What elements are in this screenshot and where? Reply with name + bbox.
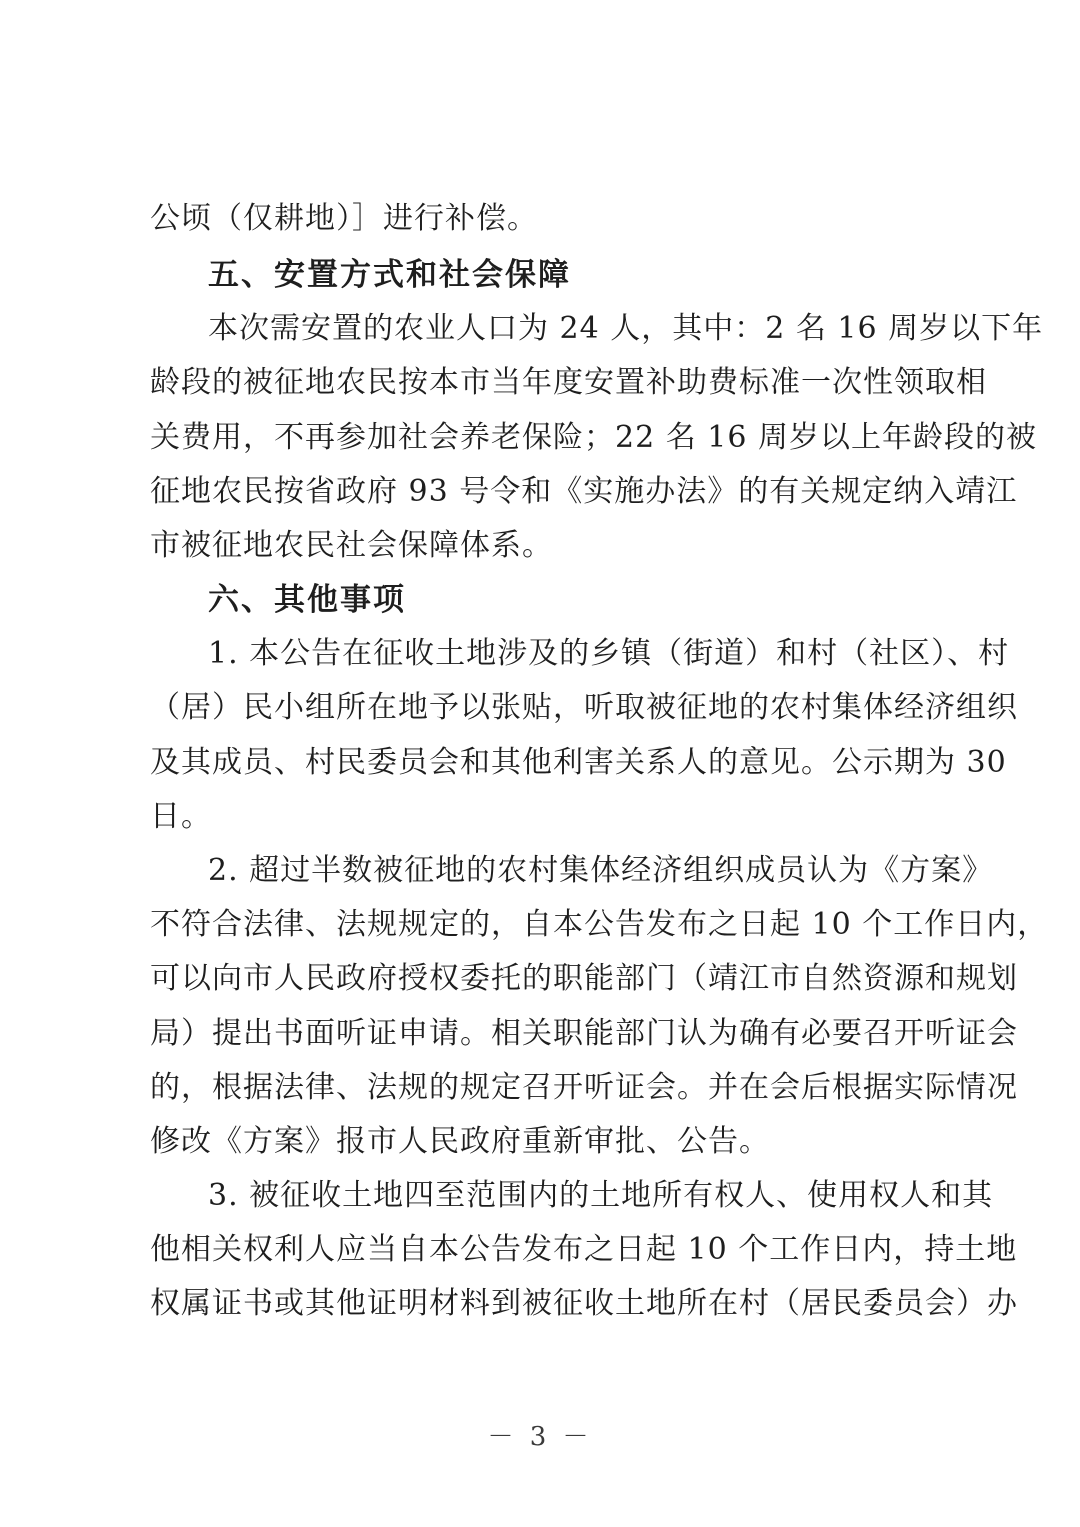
page-number: － 3 － [487,1422,593,1452]
item-1-line: 日。 [150,799,212,834]
item-1-line: （居）民小组所在地予以张贴，听取被征地的农村集体经济组织 [150,690,1018,725]
item-2-line: 2. 超过半数被征地的农村集体经济组织成员认为《方案》 [208,853,994,888]
item-3-line: 他相关权利人应当自本公告发布之日起 10 个工作日内，持土地 [150,1232,1018,1267]
item-2-line: 的，根据法律、法规的规定召开听证会。并在会后根据实际情况 [150,1070,1018,1105]
item-2-line: 可以向市人民政府授权委托的职能部门（靖江市自然资源和规划 [150,961,1018,996]
section-5-paragraph-line: 市被征地农民社会保障体系。 [150,528,553,563]
section-5-paragraph-line: 龄段的被征地农民按本市当年度安置补助费标准一次性领取相 [150,365,987,400]
section-5-paragraph-line: 征地农民按省政府 93 号令和《实施办法》的有关规定纳入靖江 [150,474,1018,509]
section-5-paragraph-line: 关费用，不再参加社会养老保险；22 名 16 周岁以上年龄段的被 [150,420,1037,455]
section-6-heading: 六、其他事项 [208,582,406,618]
item-1-line: 1. 本公告在征收土地涉及的乡镇（街道）和村（社区）、村 [208,636,1010,671]
item-2-line: 局）提出书面听证申请。相关职能部门认为确有必要召开听证会 [150,1016,1018,1051]
item-2-line: 修改《方案》报市人民政府重新审批、公告。 [150,1124,770,1159]
item-2-line: 不符合法律、法规规定的，自本公告发布之日起 10 个工作日内， [150,907,1049,942]
item-1-line: 及其成员、村民委员会和其他利害关系人的意见。公示期为 30 [150,745,1007,780]
continuation-line: 公顷（仅耕地）］进行补偿。 [150,201,538,236]
section-5-paragraph-line: 本次需安置的农业人口为 24 人，其中：2 名 16 周岁以下年 [208,311,1044,346]
item-3-line: 权属证书或其他证明材料到被征收土地所在村（居民委员会）办 [150,1286,1018,1321]
section-5-heading: 五、安置方式和社会保障 [208,257,571,293]
item-3-line: 3. 被征收土地四至范围内的土地所有权人、使用权人和其 [208,1178,994,1213]
